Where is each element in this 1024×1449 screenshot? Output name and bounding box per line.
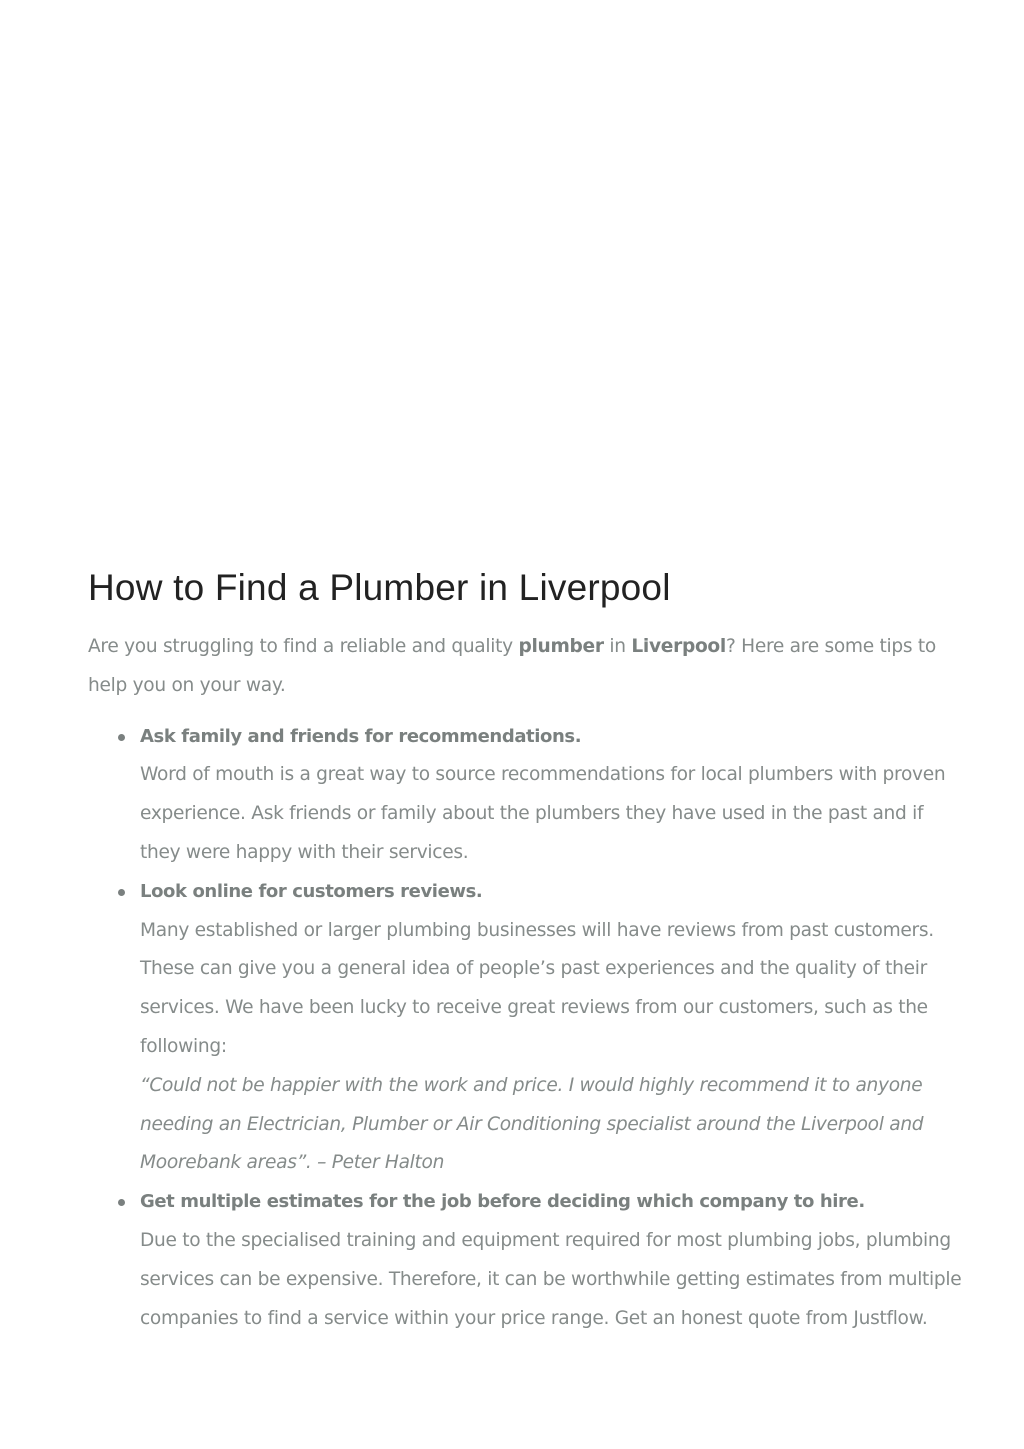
- tips-list: [88, 718, 968, 1339]
- intro-keyword-liverpool: Liverpool: [631, 636, 726, 657]
- article: [88, 562, 968, 1338]
- tip-heading: Look online for customers reviews.: [140, 880, 483, 902]
- intro-middle: in: [603, 636, 632, 657]
- bullet-icon: [118, 1199, 125, 1206]
- tip-heading: Get multiple estimates for the job before deciding which company to hire.: [140, 1191, 865, 1213]
- page-title: How to Find a Plumber in Liverpool: [88, 567, 671, 608]
- intro-prefix: Are you struggling to find a reliable and quality: [88, 636, 519, 657]
- intro-suffix: ? Here are some tips to help you on your way.: [88, 636, 936, 696]
- tip-body: Word of mouth is a great way to source recommendations for local plumbers with proven experience. Ask friends or family about the plumbers they have used in the past and if they were happy with their services.: [140, 764, 946, 863]
- list-item: [140, 873, 968, 1183]
- customer-quote: “Could not be happier with the work and price. I would highly recommend it to anyone needing an Electrician, Plumber or Air Conditioning specialist around the Liverpool and Moorebank areas”. – Peter Halton: [140, 1074, 924, 1174]
- intro-keyword-plumber: plumber: [518, 636, 604, 657]
- bullet-icon: [118, 734, 125, 741]
- tip-heading: Ask family and friends for recommendations.: [140, 725, 582, 747]
- list-item: [140, 1183, 968, 1338]
- list-item: [140, 718, 968, 873]
- tip-body: Many established or larger plumbing businesses will have reviews from past customers. These can give you a general idea of people’s past experiences and the quality of their services. We have been lucky to receive great reviews from our customers, such as the following:: [140, 919, 934, 1057]
- intro-paragraph: [88, 628, 968, 706]
- bullet-icon: [118, 889, 125, 896]
- tip-body: Due to the specialised training and equipment required for most plumbing jobs, plumbing services can be expensive. Therefore, it can be worthwhile getting estimates from multiple companies to find a service within your price range. Get an honest quote from Justflow.: [140, 1229, 962, 1329]
